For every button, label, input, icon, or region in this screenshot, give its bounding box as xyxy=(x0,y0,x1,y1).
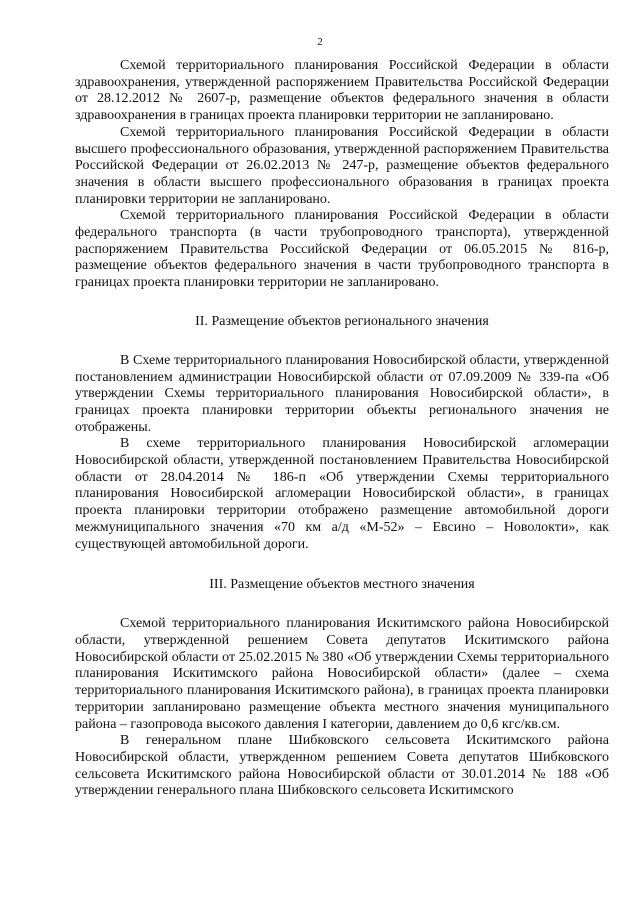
paragraph-district-scheme: Схемой территориального планирования Искитимского района Новосибирской области, утвержденной решением Совета депутатов Искитимского района Новосибирской области от 25.02.2015 № 380 «Об утверждении Схемы территориального планирования Искитимского района Новосибирской области» (далее – схема территориального планирования Искитимского района), в границах проекта планировки территории запланировано размещение объекта местного значения муниципального района – газопровода высокого давления I категории, давлением до 0,6 кгс/кв.см. xyxy=(75,616,609,732)
page-number: 2 xyxy=(317,36,323,48)
document-body xyxy=(75,58,609,800)
section-heading-local: III. Размещение объектов местного значения xyxy=(209,577,475,593)
paragraph-agglomeration-scheme: В схеме территориального планирования Новосибирской агломерации Новосибирской области, утвержденной постановлением Правительства Новосибирской области от 28.04.2014 № 186-п «Об утверждении Схемы территориального планирования Новосибирской агломерации Новосибирской области», в границах проекта планировки территории отображено размещение автомобильной дороги межмуниципального значения «70 км а/д «М-52» – Евсино – Новолокти», как существующей автомобильной дороги. xyxy=(75,436,609,552)
paragraph-federal-education: Схемой территориального планирования Российской Федерации в области высшего профессионального образования, утвержденной распоряжением Правительства Российской Федерации от 26.02.2013 № 247-р, размещение объектов федерального значения в области высшего профессионального образования в границах проекта планировки территории не запланировано. xyxy=(75,124,609,207)
paragraph-federal-healthcare: Схемой территориального планирования Российской Федерации в области здравоохранения, утвержденной распоряжением Правительства Российской Федерации от 28.12.2012 № 2607-р, размещение объектов федерального значения в области здравоохранения в границах проекта планировки территории не запланировано. xyxy=(75,58,609,124)
paragraph-general-plan: В генеральном плане Шибковского сельсовета Искитимского района Новосибирской области, утвержденном решением Совета депутатов Шибковского сельсовета Искитимского района Новосибирской области от 30.01.2014 № 188 «Об утверждении генерального плана Шибковского сельсовета Искитимского xyxy=(75,733,609,799)
paragraph-regional-scheme: В Схеме территориального планирования Новосибирской области, утвержденной постановлением администрации Новосибирской области от 07.09.2009 № 339-па «Об утверждении Схемы территориального планирования Новосибирской области», в границах проекта планировки территории объекты регионального значения не отображены. xyxy=(75,352,609,435)
paragraph-federal-transport: Схемой территориального планирования Российской Федерации в области федерального транспорта (в части трубопроводного транспорта), утвержденной распоряжением Правительства Российской Федерации от 06.05.2015 № 816-р, размещение объектов федерального значения в части трубопроводного транспорта в границах проекта планировки территории не запланировано. xyxy=(75,208,609,291)
section-heading-regional: II. Размещение объектов регионального значения xyxy=(195,313,489,329)
